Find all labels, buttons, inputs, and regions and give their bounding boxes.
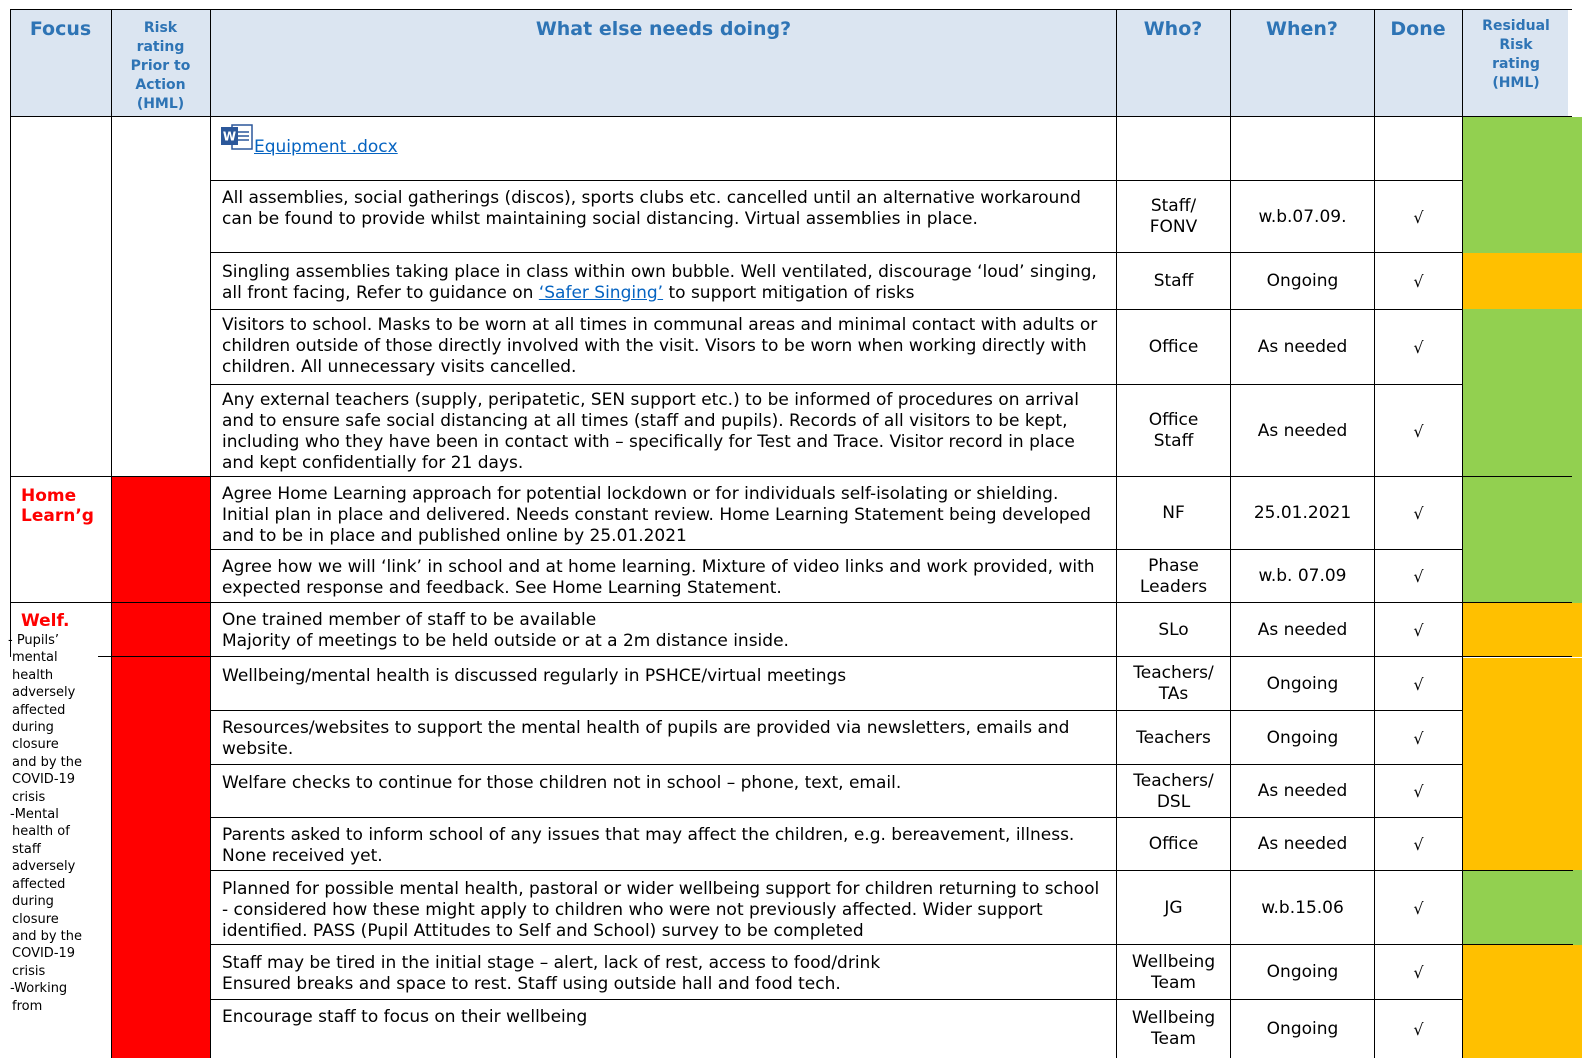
who-cell: Wellbeing Team (1131, 951, 1216, 993)
who-cell: Office (1148, 834, 1199, 854)
done-checkmark: √ (1413, 271, 1424, 291)
welfare-notes: - Pupils’ mental health adversely affected during closure and by the COVID-19 crisis -Mental health of staff adversely affected during closure and by the COVID-19 crisis -Working from (8, 633, 83, 1014)
done-checkmark: √ (1413, 421, 1424, 441)
risk-before-home-red (111, 477, 211, 603)
who-cell: Wellbeing Team (1131, 1008, 1216, 1049)
when-cell: Ongoing (1266, 727, 1339, 748)
who-cell: Office Staff (1148, 410, 1199, 451)
residual-amber-3 (1462, 658, 1582, 870)
who-cell: JG (1164, 897, 1183, 918)
residual-green-2 (1462, 309, 1582, 603)
who-cell: Teachers/ TAs (1133, 663, 1214, 704)
when-cell: 25.01.2021 (1253, 503, 1352, 523)
action-text: One trained member of staff to be available Majority of meetings to be held outside or at a 2m distance inside. (222, 610, 789, 651)
who-cell: Teachers/ DSL (1133, 770, 1214, 812)
attachment-link[interactable]: Equipment .docx (254, 137, 398, 157)
who-cell: SLo (1158, 619, 1189, 640)
when-cell: As needed (1257, 834, 1348, 854)
word-doc-icon[interactable] (220, 124, 254, 150)
header-done: Done (1390, 18, 1446, 40)
who-cell: NF (1162, 503, 1185, 523)
when-cell: As needed (1257, 781, 1348, 801)
who-cell: Office (1148, 337, 1199, 357)
header-what-else: What else needs doing? (535, 18, 792, 40)
when-cell: As needed (1257, 420, 1348, 441)
header-focus: Focus (29, 18, 92, 40)
focus-home-learning: Home Learn’g (21, 486, 94, 526)
when-cell: Ongoing (1266, 1018, 1339, 1039)
who-cell: Teachers (1136, 727, 1211, 748)
action-text: Any external teachers (supply, peripatetic, SEN support etc.) to be informed of procedures on arrival and to ensure safe social distancing at all times (staff and pupils). Records of all visitors to be kept, including who they have been in contact with – specifically for Test and Trace. Visitor record in place and kept confidentially for 21 days. (222, 390, 1079, 473)
done-checkmark: √ (1413, 207, 1424, 227)
action-text: Agree Home Learning approach for potential lockdown or for individuals self-isolating or shielding. Initial plan in place and delivered. Needs constant review. Home Learning Statement being developed and to be in place and published online by 25.01.2021 (222, 484, 1091, 546)
header-when: When? (1266, 18, 1338, 40)
done-checkmark: √ (1413, 1019, 1424, 1039)
residual-amber-1 (1462, 253, 1582, 309)
focus-welfare: Welf. (21, 611, 70, 631)
action-text: Visitors to school. Masks to be worn at all times in communal areas and minimal contact with adults or children outside of those directly involved with the visit. Visors to be worn when working directly with children. All unnecessary visits cancelled. (222, 315, 1098, 377)
done-checkmark: √ (1413, 898, 1424, 918)
who-cell: Staff (1153, 270, 1194, 291)
header-risk-before: Risk rating Prior to Action (HML) (130, 20, 191, 112)
action-text: Parents asked to inform school of any issues that may affect the children, e.g. bereavement, illness. None received yet. (222, 825, 1075, 866)
residual-green-1 (1462, 117, 1582, 253)
when-cell: w.b.07.09. (1258, 206, 1347, 227)
header-who: Who? (1143, 18, 1203, 40)
action-text: Agree how we will ‘link’ in school and at home learning. Mixture of video links and work provided, with expected response and feedback. See Home Learning Statement. (222, 557, 1095, 598)
action-text: Singling assemblies taking place in class within own bubble. Well ventilated, discourage ‘loud’ singing, all front facing, Refer to guidance on ‘Safer Singing’ to support mitigation of risks (222, 262, 1097, 303)
done-checkmark: √ (1413, 674, 1424, 694)
when-cell: Ongoing (1266, 673, 1339, 694)
done-checkmark: √ (1413, 338, 1424, 357)
header-residual: Residual Risk rating (HML) (1482, 18, 1550, 91)
done-checkmark: √ (1413, 504, 1424, 523)
action-text: All assemblies, social gatherings (discos), sports clubs etc. cancelled until an alternative workaround can be found to provide whilst maintaining social distancing. Virtual assemblies in place. (222, 188, 1081, 229)
done-checkmark: √ (1413, 782, 1424, 801)
action-text: Wellbeing/mental health is discussed regularly in PSHCE/virtual meetings (222, 666, 847, 686)
attachment-cell (220, 124, 620, 164)
residual-amber-4 (1462, 945, 1582, 1058)
when-cell: As needed (1257, 337, 1348, 357)
who-cell: Staff/ FONV (1149, 196, 1198, 237)
residual-amber-2 (1462, 603, 1582, 657)
who-cell: Phase Leaders (1139, 555, 1208, 597)
when-cell: Ongoing (1266, 270, 1339, 291)
done-checkmark: √ (1413, 963, 1424, 982)
action-text: Planned for possible mental health, pastoral or wider wellbeing support for children returning to school - considered how these might apply to children who were not previously affected. Wider support identified. PASS (Pupil Attitudes to Self and School) survey to be completed (222, 879, 1100, 941)
when-cell: Ongoing (1266, 962, 1339, 982)
safer-singing-link[interactable]: ‘Safer Singing’ (538, 283, 664, 303)
action-text: Resources/websites to support the mental health of pupils are provided via newsletters, emails and website. (222, 718, 1070, 759)
risk-before-welf-red (111, 603, 211, 1058)
residual-green-3 (1462, 870, 1582, 945)
action-text: Staff may be tired in the initial stage – alert, lack of rest, access to food/drink Ensured breaks and space to rest. Staff using outside hall and food tech. (222, 953, 881, 994)
action-text: Encourage staff to focus on their wellbeing (222, 1007, 588, 1027)
when-cell: w.b. 07.09 (1258, 566, 1347, 586)
svg-text:W: W (222, 129, 237, 144)
done-checkmark: √ (1413, 567, 1424, 586)
when-cell: As needed (1257, 619, 1348, 640)
action-text: Welfare checks to continue for those children not in school – phone, text, email. (222, 773, 902, 793)
done-checkmark: √ (1413, 728, 1424, 748)
done-checkmark: √ (1413, 835, 1424, 854)
when-cell: w.b.15.06 (1261, 897, 1344, 918)
done-checkmark: √ (1413, 620, 1424, 640)
